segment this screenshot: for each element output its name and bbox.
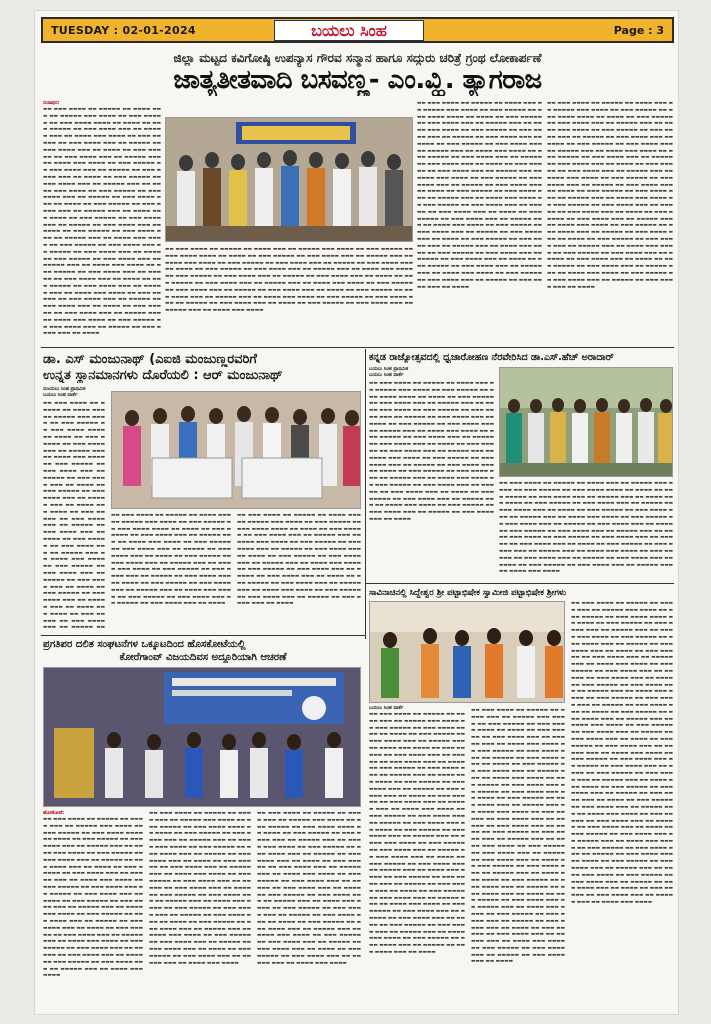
rajyotsava-headline: ಕನ್ನಡ ರಾಜ್ಯೋತ್ಸವದಲ್ಲಿ ಧ್ವಜಾರೋಹಣ ನೆರವೇರಿಸಿದ ಡಾ.ಎಸ್.ಹೆಚ್ ಅರಾದಾರ್	[369, 352, 614, 363]
swamiji-body-col3: ▬▬ ▬▬▬ ▬▬▬▬ ▬▬ ▬▬▬▬▬ ▬▬ ▬▬▬▬ ▬▬▬ ▬▬ ▬▬▬▬▬ ▬▬▬ ▬▬▬▬ ▬▬ ▬▬▬ ▬▬▬▬▬ ▬▬ ▬▬▬ ▬▬▬▬ ▬▬▬▬ ▬▬ ▬▬▬▬ ▬▬ ▬▬▬ ▬▬▬▬▬ ▬▬ ▬▬▬ ▬▬▬▬ ▬▬▬ ▬▬ ▬▬▬▬▬ ▬▬▬ ▬▬ ▬▬▬▬ ▬▬▬ ▬▬▬▬ ▬▬ ▬▬▬ ▬▬▬▬▬ ▬▬ ▬▬▬ ▬▬▬▬ ▬▬▬ ▬▬ ▬▬▬▬▬ ▬▬ ▬▬▬ ▬▬▬▬ ▬▬▬ ▬▬ ▬▬▬▬ ▬▬ ▬▬▬ ▬▬▬▬▬ ▬▬ ▬▬▬ ▬▬▬▬ ▬▬▬ ▬▬ ▬▬▬▬▬ ▬▬▬ ▬▬ ▬▬▬▬ ▬▬▬ ▬▬▬▬ ▬▬ ▬▬▬ ▬▬▬▬▬ ▬▬ ▬▬▬ ▬▬▬▬ ▬▬▬ ▬▬ ▬▬▬▬▬ ▬▬ ▬▬▬ ▬▬▬▬ ▬▬▬ ▬▬ ▬▬▬▬ ▬▬ ▬▬▬ ▬▬▬▬▬ ▬▬ ▬▬▬ ▬▬▬▬ ▬▬▬ ▬▬ ▬▬▬▬▬ ▬▬▬ ▬▬ ▬▬▬▬ ▬▬▬ ▬▬▬▬ ▬▬ ▬▬▬ ▬▬▬▬▬ ▬▬ ▬▬▬ ▬▬▬▬ ▬▬▬ ▬▬ ▬▬▬▬▬ ▬▬ ▬▬▬ ▬▬▬▬ ▬▬▬ ▬▬ ▬▬▬▬ ▬▬ ▬▬▬ ▬▬▬▬▬ ▬▬ ▬▬▬ ▬▬▬▬ ▬▬▬ ▬▬ ▬▬▬▬▬ ▬▬▬ ▬▬ ▬▬▬▬ ▬▬▬ ▬▬▬▬ ▬▬ ▬▬▬ ▬▬▬▬▬ ▬▬ ▬▬▬ ▬▬▬▬ ▬▬▬ ▬▬ ▬▬▬▬▬ ▬▬ ▬▬▬ ▬▬▬▬ ▬▬▬ ▬▬ ▬▬▬▬ ▬▬ ▬▬▬ ▬▬▬▬▬ ▬▬ ▬▬▬ ▬▬▬▬ ▬▬▬ ▬▬ ▬▬▬▬▬ ▬▬▬ ▬▬ ▬▬▬▬ ▬▬▬ ▬▬▬▬ ▬▬ ▬▬▬ ▬▬▬▬▬ ▬▬ ▬▬▬ ▬▬▬▬ ▬▬▬ ▬▬ ▬▬▬▬▬ ▬▬ ▬▬▬ ▬▬▬▬ ▬▬▬ ▬▬ ▬▬▬▬ ▬▬ ▬▬▬ ▬▬▬▬▬ ▬▬ ▬▬▬ ▬▬▬▬ ▬▬▬ ▬▬ ▬▬▬▬▬ ▬▬▬ ▬▬ ▬▬▬▬ ▬▬▬ ▬▬▬▬ ▬▬ ▬▬▬ ▬▬▬▬▬ ▬▬ ▬▬▬ ▬▬▬▬ ▬▬▬ ▬▬ ▬▬▬▬▬ ▬▬ ▬▬▬ ▬▬▬▬ ▬▬▬ ▬▬ ▬▬▬▬ ▬▬ ▬▬▬ ▬▬▬▬▬ ▬▬ ▬▬▬ ▬▬▬▬ ▬▬▬ ▬▬ ▬▬▬▬▬ ▬▬▬ ▬▬ ▬▬▬▬ ▬▬▬ ▬▬▬▬ ▬▬ ▬▬▬ ▬▬▬▬▬ ▬▬ ▬▬▬ ▬▬▬▬ ▬▬▬ ▬▬ ▬▬▬▬▬ ▬▬ ▬▬▬ ▬▬▬▬ ▬▬▬ ▬▬ ▬▬▬▬ ▬▬ ▬▬▬ ▬▬▬▬▬ ▬▬ ▬▬▬ ▬▬▬▬ ▬▬▬ ▬▬ ▬▬▬▬▬ ▬▬▬ ▬▬ ▬▬▬▬ ▬▬▬ ▬▬▬▬ ▬▬ ▬▬▬ ▬▬▬▬▬ ▬▬ ▬▬▬ ▬▬▬▬ ▬▬▬ ▬▬ ▬▬▬▬▬ ▬▬ ▬▬▬ ▬▬▬▬ ▬▬▬ ▬▬ ▬▬▬▬ ▬▬ ▬▬▬ ▬▬▬▬▬ ▬▬ ▬▬▬ ▬▬▬▬ ▬▬▬ ▬▬ ▬▬▬▬▬ ▬▬▬ ▬▬ ▬▬▬▬ ▬▬▬ ▬▬▬▬ ▬▬ ▬▬▬ ▬▬▬▬▬ ▬▬ ▬▬▬ ▬▬▬▬ ▬▬▬ ▬▬ ▬▬▬▬▬ ▬▬ ▬▬▬ ▬▬▬▬ ▬▬▬ ▬▬ ▬▬▬▬ ▬▬ ▬▬▬ ▬▬▬▬▬ ▬▬ ▬▬▬ ▬▬▬▬ ▬▬▬ ▬▬ ▬▬▬▬▬ ▬▬▬ ▬▬ ▬▬▬▬ ▬▬▬ ▬▬▬▬	[571, 601, 673, 906]
manjunath-body-col1: ▬▬ ▬▬▬ ▬▬▬▬ ▬▬ ▬▬▬▬▬ ▬▬ ▬▬▬▬ ▬▬▬ ▬▬ ▬▬▬▬▬ ▬▬▬ ▬▬▬▬ ▬▬ ▬▬▬ ▬▬▬▬▬ ▬▬ ▬▬▬ ▬▬▬▬ ▬▬▬▬ ▬▬ ▬▬▬▬ ▬▬ ▬▬▬ ▬▬▬▬▬ ▬▬ ▬▬▬ ▬▬▬▬ ▬▬▬ ▬▬ ▬▬▬▬▬ ▬▬▬ ▬▬ ▬▬▬▬ ▬▬▬ ▬▬▬▬ ▬▬ ▬▬▬ ▬▬▬▬▬ ▬▬ ▬▬▬ ▬▬▬▬ ▬▬▬ ▬▬ ▬▬▬▬▬ ▬▬ ▬▬▬ ▬▬▬▬ ▬▬▬ ▬▬ ▬▬▬▬ ▬▬ ▬▬▬ ▬▬▬▬▬ ▬▬ ▬▬▬ ▬▬▬▬ ▬▬▬ ▬▬ ▬▬▬▬▬ ▬▬▬ ▬▬ ▬▬▬▬ ▬▬▬ ▬▬▬▬ ▬▬ ▬▬▬ ▬▬▬▬▬ ▬▬ ▬▬▬ ▬▬▬▬ ▬▬▬ ▬▬ ▬▬▬▬▬ ▬▬ ▬▬▬ ▬▬▬▬ ▬▬▬ ▬▬ ▬▬▬▬ ▬▬ ▬▬▬ ▬▬▬▬▬ ▬▬ ▬▬▬ ▬▬▬▬ ▬▬▬ ▬▬ ▬▬▬▬▬ ▬▬▬ ▬▬ ▬▬▬▬ ▬▬▬ ▬▬▬▬ ▬▬ ▬▬▬ ▬▬▬▬▬ ▬▬ ▬▬▬ ▬▬▬▬ ▬▬▬ ▬▬ ▬▬▬▬▬ ▬▬ ▬▬▬ ▬▬▬▬ ▬▬▬ ▬▬ ▬▬▬▬ ▬▬ ▬▬▬ ▬▬▬▬▬ ▬▬ ▬▬▬ ▬▬▬▬ ▬▬▬ ▬▬ ▬▬▬▬▬ ▬▬▬ ▬▬ ▬▬▬▬ ▬▬▬ ▬▬▬▬ ▬▬ ▬▬▬ ▬▬▬▬▬ ▬▬ ▬▬▬ ▬▬▬▬ ▬▬▬ ▬▬ ▬▬▬▬▬ ▬▬	[43, 401, 105, 631]
section-divider-2	[41, 635, 365, 636]
koregaon-photo-image	[44, 668, 361, 807]
swamiji-photo-image	[370, 602, 565, 703]
section-divider	[41, 347, 674, 348]
column-divider	[365, 349, 366, 639]
swamiji-headline: ಸಾವಿನಾಚಿನಲ್ಲಿ ಸಿದ್ದೇಶ್ವರ ಶ್ರೀ ಪಟ್ಟಾಭಿಷೇಕ ಸ್ವಾಮೀಜಿ ಪಟ್ಟಾಭಿಷೇಕ ಶ್ರೀಗಳು	[369, 588, 567, 598]
section-divider-3	[365, 583, 674, 584]
manjunath-body-col2: ▬▬ ▬▬▬ ▬▬▬▬ ▬▬ ▬▬▬▬▬ ▬▬ ▬▬▬▬ ▬▬▬ ▬▬ ▬▬▬▬▬ ▬▬▬ ▬▬▬▬ ▬▬ ▬▬▬ ▬▬▬▬▬ ▬▬ ▬▬▬ ▬▬▬▬ ▬▬▬▬ ▬▬ ▬▬▬▬ ▬▬ ▬▬▬ ▬▬▬▬▬ ▬▬ ▬▬▬ ▬▬▬▬ ▬▬▬ ▬▬ ▬▬▬▬▬ ▬▬▬ ▬▬ ▬▬▬▬ ▬▬▬ ▬▬▬▬ ▬▬ ▬▬▬ ▬▬▬▬▬ ▬▬ ▬▬▬ ▬▬▬▬ ▬▬▬ ▬▬ ▬▬▬▬▬ ▬▬ ▬▬▬ ▬▬▬▬ ▬▬▬ ▬▬ ▬▬▬▬ ▬▬ ▬▬▬ ▬▬▬▬▬ ▬▬ ▬▬▬ ▬▬▬▬ ▬▬▬ ▬▬ ▬▬▬▬▬ ▬▬▬ ▬▬ ▬▬▬▬ ▬▬▬ ▬▬▬▬ ▬▬ ▬▬▬ ▬▬▬▬▬ ▬▬ ▬▬▬ ▬▬▬▬ ▬▬▬ ▬▬ ▬▬▬▬▬ ▬▬ ▬▬▬ ▬▬▬▬ ▬▬▬ ▬▬ ▬▬▬▬ ▬▬ ▬▬▬ ▬▬▬▬▬ ▬▬ ▬▬▬ ▬▬▬▬ ▬▬▬ ▬▬ ▬▬▬▬▬ ▬▬▬ ▬▬ ▬▬▬▬ ▬▬▬ ▬▬▬▬ ▬▬ ▬▬▬ ▬▬▬▬▬ ▬▬ ▬▬▬ ▬▬▬▬ ▬▬▬ ▬▬ ▬▬▬▬▬ ▬▬ ▬▬▬ ▬▬▬▬ ▬▬▬ ▬▬ ▬▬▬▬	[111, 513, 231, 607]
lead-body-col1: ▬▬ ▬▬▬ ▬▬▬▬ ▬▬ ▬▬▬▬▬ ▬▬ ▬▬▬▬ ▬▬▬ ▬▬ ▬▬▬▬▬ ▬▬▬ ▬▬▬▬ ▬▬ ▬▬▬ ▬▬▬▬▬ ▬▬ ▬▬▬ ▬▬▬▬ ▬▬▬▬ ▬▬ ▬▬▬▬ ▬▬ ▬▬▬ ▬▬▬▬▬ ▬▬ ▬▬▬ ▬▬▬▬ ▬▬▬ ▬▬ ▬▬▬▬▬ ▬▬▬ ▬▬ ▬▬▬▬ ▬▬▬ ▬▬▬▬ ▬▬ ▬▬▬ ▬▬▬▬▬ ▬▬ ▬▬▬ ▬▬▬▬ ▬▬▬ ▬▬ ▬▬▬▬▬ ▬▬ ▬▬▬ ▬▬▬▬ ▬▬▬ ▬▬ ▬▬▬▬ ▬▬ ▬▬▬ ▬▬▬▬▬ ▬▬ ▬▬▬ ▬▬▬▬ ▬▬▬ ▬▬ ▬▬▬▬▬ ▬▬▬ ▬▬ ▬▬▬▬ ▬▬▬ ▬▬▬▬ ▬▬ ▬▬▬ ▬▬▬▬▬ ▬▬ ▬▬▬ ▬▬▬▬ ▬▬▬ ▬▬ ▬▬▬▬▬ ▬▬ ▬▬▬ ▬▬▬▬ ▬▬▬ ▬▬ ▬▬▬▬ ▬▬ ▬▬▬ ▬▬▬▬▬ ▬▬ ▬▬▬ ▬▬▬▬ ▬▬▬ ▬▬ ▬▬▬▬▬ ▬▬▬ ▬▬ ▬▬▬▬ ▬▬▬ ▬▬▬▬ ▬▬ ▬▬▬ ▬▬▬▬▬ ▬▬ ▬▬▬ ▬▬▬▬ ▬▬▬ ▬▬ ▬▬▬▬▬ ▬▬ ▬▬▬ ▬▬▬▬ ▬▬▬ ▬▬ ▬▬▬▬ ▬▬ ▬▬▬ ▬▬▬▬▬ ▬▬ ▬▬▬ ▬▬▬▬ ▬▬▬ ▬▬ ▬▬▬▬▬ ▬▬▬ ▬▬ ▬▬▬▬ ▬▬▬ ▬▬▬▬ ▬▬ ▬▬▬ ▬▬▬▬▬ ▬▬ ▬▬▬ ▬▬▬▬ ▬▬▬ ▬▬ ▬▬▬▬▬ ▬▬ ▬▬▬ ▬▬▬▬ ▬▬▬ ▬▬ ▬▬▬▬ ▬▬ ▬▬▬ ▬▬▬▬▬ ▬▬ ▬▬▬ ▬▬▬▬ ▬▬▬ ▬▬ ▬▬▬▬▬ ▬▬▬ ▬▬ ▬▬▬▬ ▬▬▬ ▬▬▬▬ ▬▬ ▬▬▬ ▬▬▬▬▬ ▬▬ ▬▬▬ ▬▬▬▬ ▬▬▬ ▬▬ ▬▬▬▬▬ ▬▬ ▬▬▬ ▬▬▬▬ ▬▬▬ ▬▬ ▬▬▬▬ ▬▬ ▬▬▬ ▬▬▬▬▬ ▬▬ ▬▬▬ ▬▬▬▬ ▬▬▬ ▬▬ ▬▬▬▬▬ ▬▬▬ ▬▬ ▬▬▬▬ ▬▬▬ ▬▬▬▬ ▬▬ ▬▬▬ ▬▬▬▬▬ ▬▬ ▬▬▬ ▬▬▬▬ ▬▬▬ ▬▬ ▬▬▬▬▬ ▬▬ ▬▬▬ ▬▬▬▬ ▬▬▬ ▬▬ ▬▬▬▬ ▬▬ ▬▬▬ ▬▬▬▬▬ ▬▬ ▬▬▬ ▬▬▬▬ ▬▬▬ ▬▬ ▬▬▬▬▬ ▬▬▬ ▬▬ ▬▬▬▬ ▬▬▬ ▬▬▬▬ ▬▬ ▬▬▬ ▬▬▬▬▬ ▬▬ ▬▬▬ ▬▬▬▬ ▬▬▬ ▬▬ ▬▬▬▬▬ ▬▬ ▬▬▬ ▬▬▬▬ ▬▬▬ ▬▬ ▬▬▬▬ ▬▬ ▬▬▬ ▬▬▬▬▬ ▬▬ ▬▬▬ ▬▬▬▬ ▬▬▬ ▬▬ ▬▬▬▬▬ ▬▬▬ ▬▬ ▬▬▬▬ ▬▬▬ ▬▬▬▬ ▬▬ ▬▬▬ ▬▬▬▬▬ ▬▬ ▬▬▬ ▬▬▬▬ ▬▬▬ ▬▬ ▬▬▬▬▬ ▬▬ ▬▬▬ ▬▬▬▬ ▬▬▬ ▬▬ ▬▬▬▬	[43, 107, 161, 337]
issue-date: TUESDAY : 02-01-2024	[51, 23, 196, 37]
newspaper-page	[34, 10, 679, 1015]
manjunath-headline-1: ಡಾ. ಎಸ್ ಮಂಜುನಾಥ್ (ಎಐಜಿ ಮಂಜುಣ್ಣರವರಿಗೆ	[43, 352, 257, 367]
koregaon-body-col3: ▬▬ ▬▬▬ ▬▬▬▬ ▬▬ ▬▬▬▬▬ ▬▬ ▬▬▬▬ ▬▬▬ ▬▬ ▬▬▬▬▬ ▬▬▬ ▬▬▬▬ ▬▬ ▬▬▬ ▬▬▬▬▬ ▬▬ ▬▬▬ ▬▬▬▬ ▬▬▬▬ ▬▬ ▬▬▬▬ ▬▬ ▬▬▬ ▬▬▬▬▬ ▬▬ ▬▬▬ ▬▬▬▬ ▬▬▬ ▬▬ ▬▬▬▬▬ ▬▬▬ ▬▬ ▬▬▬▬ ▬▬▬ ▬▬▬▬ ▬▬ ▬▬▬ ▬▬▬▬▬ ▬▬ ▬▬▬ ▬▬▬▬ ▬▬▬ ▬▬ ▬▬▬▬▬ ▬▬ ▬▬▬ ▬▬▬▬ ▬▬▬ ▬▬ ▬▬▬▬ ▬▬ ▬▬▬ ▬▬▬▬▬ ▬▬ ▬▬▬ ▬▬▬▬ ▬▬▬ ▬▬ ▬▬▬▬▬ ▬▬▬ ▬▬ ▬▬▬▬ ▬▬▬ ▬▬▬▬ ▬▬ ▬▬▬ ▬▬▬▬▬ ▬▬ ▬▬▬ ▬▬▬▬ ▬▬▬ ▬▬ ▬▬▬▬▬ ▬▬ ▬▬▬ ▬▬▬▬ ▬▬▬ ▬▬ ▬▬▬▬ ▬▬ ▬▬▬ ▬▬▬▬▬ ▬▬ ▬▬▬ ▬▬▬▬ ▬▬▬ ▬▬ ▬▬▬▬▬ ▬▬▬ ▬▬ ▬▬▬▬ ▬▬▬ ▬▬▬▬ ▬▬ ▬▬▬ ▬▬▬▬▬ ▬▬ ▬▬▬ ▬▬▬▬ ▬▬▬ ▬▬ ▬▬▬▬▬ ▬▬ ▬▬▬ ▬▬▬▬ ▬▬▬ ▬▬ ▬▬▬▬ ▬▬ ▬▬▬ ▬▬▬▬▬ ▬▬ ▬▬▬ ▬▬▬▬ ▬▬▬ ▬▬ ▬▬▬▬▬ ▬▬▬ ▬▬ ▬▬▬▬ ▬▬▬ ▬▬▬▬ ▬▬ ▬▬▬ ▬▬▬▬▬ ▬▬ ▬▬▬ ▬▬▬▬ ▬▬▬ ▬▬ ▬▬▬▬▬ ▬▬ ▬▬▬ ▬▬▬▬ ▬▬▬ ▬▬ ▬▬▬▬ ▬▬ ▬▬▬ ▬▬▬▬▬ ▬▬ ▬▬▬ ▬▬▬▬ ▬▬▬ ▬▬ ▬▬▬▬▬ ▬▬▬ ▬▬ ▬▬▬▬ ▬▬▬ ▬▬▬▬	[257, 811, 361, 966]
swamiji-body-col2: ▬▬ ▬▬▬ ▬▬▬▬ ▬▬ ▬▬▬▬▬ ▬▬ ▬▬▬▬ ▬▬▬ ▬▬ ▬▬▬▬▬ ▬▬▬ ▬▬▬▬ ▬▬ ▬▬▬ ▬▬▬▬▬ ▬▬ ▬▬▬ ▬▬▬▬ ▬▬▬▬ ▬▬ ▬▬▬▬ ▬▬ ▬▬▬ ▬▬▬▬▬ ▬▬ ▬▬▬ ▬▬▬▬ ▬▬▬ ▬▬ ▬▬▬▬▬ ▬▬▬ ▬▬ ▬▬▬▬ ▬▬▬ ▬▬▬▬ ▬▬ ▬▬▬ ▬▬▬▬▬ ▬▬ ▬▬▬ ▬▬▬▬ ▬▬▬ ▬▬ ▬▬▬▬▬ ▬▬ ▬▬▬ ▬▬▬▬ ▬▬▬ ▬▬ ▬▬▬▬ ▬▬ ▬▬▬ ▬▬▬▬▬ ▬▬ ▬▬▬ ▬▬▬▬ ▬▬▬ ▬▬ ▬▬▬▬▬ ▬▬▬ ▬▬ ▬▬▬▬ ▬▬▬ ▬▬▬▬ ▬▬ ▬▬▬ ▬▬▬▬▬ ▬▬ ▬▬▬ ▬▬▬▬ ▬▬▬ ▬▬ ▬▬▬▬▬ ▬▬ ▬▬▬ ▬▬▬▬ ▬▬▬ ▬▬ ▬▬▬▬ ▬▬ ▬▬▬ ▬▬▬▬▬ ▬▬ ▬▬▬ ▬▬▬▬ ▬▬▬ ▬▬ ▬▬▬▬▬ ▬▬▬ ▬▬ ▬▬▬▬ ▬▬▬ ▬▬▬▬ ▬▬ ▬▬▬ ▬▬▬▬▬ ▬▬ ▬▬▬ ▬▬▬▬ ▬▬▬ ▬▬ ▬▬▬▬▬ ▬▬ ▬▬▬ ▬▬▬▬ ▬▬▬ ▬▬ ▬▬▬▬ ▬▬ ▬▬▬ ▬▬▬▬▬ ▬▬ ▬▬▬ ▬▬▬▬ ▬▬▬ ▬▬ ▬▬▬▬▬ ▬▬▬ ▬▬ ▬▬▬▬ ▬▬▬ ▬▬▬▬ ▬▬ ▬▬▬ ▬▬▬▬▬ ▬▬ ▬▬▬ ▬▬▬▬ ▬▬▬ ▬▬ ▬▬▬▬▬ ▬▬ ▬▬▬ ▬▬▬▬ ▬▬▬ ▬▬ ▬▬▬▬ ▬▬ ▬▬▬ ▬▬▬▬▬ ▬▬ ▬▬▬ ▬▬▬▬ ▬▬▬ ▬▬ ▬▬▬▬▬ ▬▬▬ ▬▬ ▬▬▬▬ ▬▬▬ ▬▬▬▬ ▬▬ ▬▬▬ ▬▬▬▬▬ ▬▬ ▬▬▬ ▬▬▬▬ ▬▬▬ ▬▬ ▬▬▬▬▬ ▬▬ ▬▬▬ ▬▬▬▬ ▬▬▬ ▬▬ ▬▬▬▬ ▬▬ ▬▬▬ ▬▬▬▬▬ ▬▬ ▬▬▬ ▬▬▬▬ ▬▬▬ ▬▬ ▬▬▬▬▬ ▬▬▬ ▬▬ ▬▬▬▬ ▬▬▬ ▬▬▬▬ ▬▬ ▬▬▬ ▬▬▬▬▬ ▬▬ ▬▬▬ ▬▬▬▬ ▬▬▬ ▬▬ ▬▬▬▬▬ ▬▬ ▬▬▬ ▬▬▬▬ ▬▬▬ ▬▬ ▬▬▬▬ ▬▬ ▬▬▬ ▬▬▬▬▬ ▬▬ ▬▬▬ ▬▬▬▬ ▬▬▬ ▬▬ ▬▬▬▬▬ ▬▬▬ ▬▬ ▬▬▬▬ ▬▬▬ ▬▬▬▬ ▬▬ ▬▬▬ ▬▬▬▬▬ ▬▬ ▬▬▬ ▬▬▬▬ ▬▬▬ ▬▬ ▬▬▬▬▬ ▬▬ ▬▬▬ ▬▬▬▬ ▬▬▬ ▬▬ ▬▬▬▬	[471, 708, 565, 965]
swamiji-body-col1: ▬▬ ▬▬▬ ▬▬▬▬ ▬▬ ▬▬▬▬▬ ▬▬ ▬▬▬▬ ▬▬▬ ▬▬ ▬▬▬▬▬ ▬▬▬ ▬▬▬▬ ▬▬ ▬▬▬ ▬▬▬▬▬ ▬▬ ▬▬▬ ▬▬▬▬ ▬▬▬▬ ▬▬ ▬▬▬▬ ▬▬ ▬▬▬ ▬▬▬▬▬ ▬▬ ▬▬▬ ▬▬▬▬ ▬▬▬ ▬▬ ▬▬▬▬▬ ▬▬▬ ▬▬ ▬▬▬▬ ▬▬▬ ▬▬▬▬ ▬▬ ▬▬▬ ▬▬▬▬▬ ▬▬ ▬▬▬ ▬▬▬▬ ▬▬▬ ▬▬ ▬▬▬▬▬ ▬▬ ▬▬▬ ▬▬▬▬ ▬▬▬ ▬▬ ▬▬▬▬ ▬▬ ▬▬▬ ▬▬▬▬▬ ▬▬ ▬▬▬ ▬▬▬▬ ▬▬▬ ▬▬ ▬▬▬▬▬ ▬▬▬ ▬▬ ▬▬▬▬ ▬▬▬ ▬▬▬▬ ▬▬ ▬▬▬ ▬▬▬▬▬ ▬▬ ▬▬▬ ▬▬▬▬ ▬▬▬ ▬▬ ▬▬▬▬▬ ▬▬ ▬▬▬ ▬▬▬▬ ▬▬▬ ▬▬ ▬▬▬▬ ▬▬ ▬▬▬ ▬▬▬▬▬ ▬▬ ▬▬▬ ▬▬▬▬ ▬▬▬ ▬▬ ▬▬▬▬▬ ▬▬▬ ▬▬ ▬▬▬▬ ▬▬▬ ▬▬▬▬ ▬▬ ▬▬▬ ▬▬▬▬▬ ▬▬ ▬▬▬ ▬▬▬▬ ▬▬▬ ▬▬ ▬▬▬▬▬ ▬▬ ▬▬▬ ▬▬▬▬ ▬▬▬ ▬▬ ▬▬▬▬ ▬▬ ▬▬▬ ▬▬▬▬▬ ▬▬ ▬▬▬ ▬▬▬▬ ▬▬▬ ▬▬ ▬▬▬▬▬ ▬▬▬ ▬▬ ▬▬▬▬ ▬▬▬ ▬▬▬▬ ▬▬ ▬▬▬ ▬▬▬▬▬ ▬▬ ▬▬▬ ▬▬▬▬ ▬▬▬ ▬▬ ▬▬▬▬▬ ▬▬ ▬▬▬ ▬▬▬▬ ▬▬▬ ▬▬ ▬▬▬▬ ▬▬ ▬▬▬ ▬▬▬▬▬ ▬▬ ▬▬▬ ▬▬▬▬ ▬▬▬ ▬▬ ▬▬▬▬▬ ▬▬▬ ▬▬ ▬▬▬▬ ▬▬▬ ▬▬▬▬ ▬▬ ▬▬▬ ▬▬▬▬▬ ▬▬ ▬▬▬ ▬▬▬▬ ▬▬▬ ▬▬ ▬▬▬▬▬ ▬▬ ▬▬▬ ▬▬▬▬ ▬▬▬ ▬▬ ▬▬▬▬ ▬▬ ▬▬▬ ▬▬▬▬▬ ▬▬ ▬▬▬ ▬▬▬▬ ▬▬▬ ▬▬ ▬▬▬▬▬ ▬▬▬ ▬▬ ▬▬▬▬ ▬▬▬ ▬▬▬▬ ▬▬ ▬▬▬ ▬▬▬▬▬ ▬▬ ▬▬▬ ▬▬▬▬ ▬▬▬ ▬▬ ▬▬▬▬▬ ▬▬ ▬▬▬ ▬▬▬▬ ▬▬▬ ▬▬ ▬▬▬▬ ▬▬ ▬▬▬ ▬▬▬▬▬ ▬▬ ▬▬▬ ▬▬▬▬ ▬▬▬ ▬▬ ▬▬▬▬▬ ▬▬▬ ▬▬ ▬▬▬▬ ▬▬▬ ▬▬▬▬ ▬▬ ▬▬▬ ▬▬▬▬▬ ▬▬ ▬▬▬ ▬▬▬▬ ▬▬▬ ▬▬ ▬▬▬▬▬ ▬▬ ▬▬▬ ▬▬▬▬ ▬▬▬ ▬▬ ▬▬▬▬	[369, 712, 465, 955]
manjunath-body-col3: ▬▬ ▬▬▬ ▬▬▬▬ ▬▬ ▬▬▬▬▬ ▬▬ ▬▬▬▬ ▬▬▬ ▬▬ ▬▬▬▬▬ ▬▬▬ ▬▬▬▬ ▬▬ ▬▬▬ ▬▬▬▬▬ ▬▬ ▬▬▬ ▬▬▬▬ ▬▬▬▬ ▬▬ ▬▬▬▬ ▬▬ ▬▬▬ ▬▬▬▬▬ ▬▬ ▬▬▬ ▬▬▬▬ ▬▬▬ ▬▬ ▬▬▬▬▬ ▬▬▬ ▬▬ ▬▬▬▬ ▬▬▬ ▬▬▬▬ ▬▬ ▬▬▬ ▬▬▬▬▬ ▬▬ ▬▬▬ ▬▬▬▬ ▬▬▬ ▬▬ ▬▬▬▬▬ ▬▬ ▬▬▬ ▬▬▬▬ ▬▬▬ ▬▬ ▬▬▬▬ ▬▬ ▬▬▬ ▬▬▬▬▬ ▬▬ ▬▬▬ ▬▬▬▬ ▬▬▬ ▬▬ ▬▬▬▬▬ ▬▬▬ ▬▬ ▬▬▬▬ ▬▬▬ ▬▬▬▬ ▬▬ ▬▬▬ ▬▬▬▬▬ ▬▬ ▬▬▬ ▬▬▬▬ ▬▬▬ ▬▬ ▬▬▬▬▬ ▬▬ ▬▬▬ ▬▬▬▬ ▬▬▬ ▬▬ ▬▬▬▬ ▬▬ ▬▬▬ ▬▬▬▬▬ ▬▬ ▬▬▬ ▬▬▬▬ ▬▬▬ ▬▬ ▬▬▬▬▬ ▬▬▬ ▬▬ ▬▬▬▬ ▬▬▬ ▬▬▬▬ ▬▬ ▬▬▬ ▬▬▬▬▬ ▬▬ ▬▬▬ ▬▬▬▬ ▬▬▬ ▬▬ ▬▬▬▬▬ ▬▬ ▬▬▬ ▬▬▬▬ ▬▬▬ ▬▬ ▬▬▬▬	[237, 513, 361, 607]
rajyotsava-photo	[499, 367, 673, 477]
rajyotsava-body-col1: ▬▬ ▬▬▬ ▬▬▬▬ ▬▬ ▬▬▬▬▬ ▬▬ ▬▬▬▬ ▬▬▬ ▬▬ ▬▬▬▬▬ ▬▬▬ ▬▬▬▬ ▬▬ ▬▬▬ ▬▬▬▬▬ ▬▬ ▬▬▬ ▬▬▬▬ ▬▬▬▬ ▬▬ ▬▬▬▬ ▬▬ ▬▬▬ ▬▬▬▬▬ ▬▬ ▬▬▬ ▬▬▬▬ ▬▬▬ ▬▬ ▬▬▬▬▬ ▬▬▬ ▬▬ ▬▬▬▬ ▬▬▬ ▬▬▬▬ ▬▬ ▬▬▬ ▬▬▬▬▬ ▬▬ ▬▬▬ ▬▬▬▬ ▬▬▬ ▬▬ ▬▬▬▬▬ ▬▬ ▬▬▬ ▬▬▬▬ ▬▬▬ ▬▬ ▬▬▬▬ ▬▬ ▬▬▬ ▬▬▬▬▬ ▬▬ ▬▬▬ ▬▬▬▬ ▬▬▬ ▬▬ ▬▬▬▬▬ ▬▬▬ ▬▬ ▬▬▬▬ ▬▬▬ ▬▬▬▬ ▬▬ ▬▬▬ ▬▬▬▬▬ ▬▬ ▬▬▬ ▬▬▬▬ ▬▬▬ ▬▬ ▬▬▬▬▬ ▬▬ ▬▬▬ ▬▬▬▬ ▬▬▬ ▬▬ ▬▬▬▬ ▬▬ ▬▬▬ ▬▬▬▬▬ ▬▬ ▬▬▬ ▬▬▬▬ ▬▬▬ ▬▬ ▬▬▬▬▬ ▬▬▬ ▬▬ ▬▬▬▬ ▬▬▬ ▬▬▬▬ ▬▬ ▬▬▬ ▬▬▬▬▬ ▬▬ ▬▬▬ ▬▬▬▬ ▬▬▬ ▬▬ ▬▬▬▬▬ ▬▬ ▬▬▬ ▬▬▬▬ ▬▬▬ ▬▬ ▬▬▬▬ ▬▬ ▬▬▬ ▬▬▬▬▬ ▬▬ ▬▬▬ ▬▬▬▬ ▬▬▬ ▬▬ ▬▬▬▬▬ ▬▬▬ ▬▬ ▬▬▬▬ ▬▬▬ ▬▬▬▬ ▬▬ ▬▬▬ ▬▬▬▬▬ ▬▬ ▬▬▬ ▬▬▬▬ ▬▬▬ ▬▬ ▬▬▬▬▬ ▬▬ ▬▬▬ ▬▬▬▬ ▬▬▬ ▬▬ ▬▬▬▬ ▬▬ ▬▬▬ ▬▬▬▬▬ ▬▬ ▬▬▬ ▬▬▬▬ ▬▬▬ ▬▬ ▬▬▬▬▬ ▬▬▬ ▬▬ ▬▬▬▬ ▬▬▬ ▬▬▬▬ ▬▬ ▬▬▬ ▬▬▬▬▬ ▬▬ ▬▬▬ ▬▬▬▬ ▬▬▬ ▬▬ ▬▬▬▬▬ ▬▬ ▬▬▬ ▬▬▬▬ ▬▬▬ ▬▬ ▬▬▬▬	[369, 381, 494, 522]
lead-body-col3: ▬▬ ▬▬▬ ▬▬▬▬ ▬▬ ▬▬▬▬▬ ▬▬ ▬▬▬▬ ▬▬▬ ▬▬ ▬▬▬▬▬ ▬▬▬ ▬▬▬▬ ▬▬ ▬▬▬ ▬▬▬▬▬ ▬▬ ▬▬▬ ▬▬▬▬ ▬▬▬▬ ▬▬ ▬▬▬▬ ▬▬ ▬▬▬ ▬▬▬▬▬ ▬▬ ▬▬▬ ▬▬▬▬ ▬▬▬ ▬▬ ▬▬▬▬▬ ▬▬▬ ▬▬ ▬▬▬▬ ▬▬▬ ▬▬▬▬ ▬▬ ▬▬▬ ▬▬▬▬▬ ▬▬ ▬▬▬ ▬▬▬▬ ▬▬▬ ▬▬ ▬▬▬▬▬ ▬▬ ▬▬▬ ▬▬▬▬ ▬▬▬ ▬▬ ▬▬▬▬ ▬▬ ▬▬▬ ▬▬▬▬▬ ▬▬ ▬▬▬ ▬▬▬▬ ▬▬▬ ▬▬ ▬▬▬▬▬ ▬▬▬ ▬▬ ▬▬▬▬ ▬▬▬ ▬▬▬▬ ▬▬ ▬▬▬ ▬▬▬▬▬ ▬▬ ▬▬▬ ▬▬▬▬ ▬▬▬ ▬▬ ▬▬▬▬▬ ▬▬ ▬▬▬ ▬▬▬▬ ▬▬▬ ▬▬ ▬▬▬▬ ▬▬ ▬▬▬ ▬▬▬▬▬ ▬▬ ▬▬▬ ▬▬▬▬ ▬▬▬ ▬▬ ▬▬▬▬▬ ▬▬▬ ▬▬ ▬▬▬▬ ▬▬▬ ▬▬▬▬ ▬▬ ▬▬▬ ▬▬▬▬▬ ▬▬ ▬▬▬ ▬▬▬▬ ▬▬▬ ▬▬ ▬▬▬▬▬ ▬▬ ▬▬▬ ▬▬▬▬ ▬▬▬ ▬▬ ▬▬▬▬ ▬▬ ▬▬▬ ▬▬▬▬▬ ▬▬ ▬▬▬ ▬▬▬▬ ▬▬▬ ▬▬ ▬▬▬▬▬ ▬▬▬ ▬▬ ▬▬▬▬ ▬▬▬ ▬▬▬▬ ▬▬ ▬▬▬ ▬▬▬▬▬ ▬▬ ▬▬▬ ▬▬▬▬ ▬▬▬ ▬▬ ▬▬▬▬▬ ▬▬ ▬▬▬ ▬▬▬▬ ▬▬▬ ▬▬ ▬▬▬▬ ▬▬ ▬▬▬ ▬▬▬▬▬ ▬▬ ▬▬▬ ▬▬▬▬ ▬▬▬ ▬▬ ▬▬▬▬▬ ▬▬▬ ▬▬ ▬▬▬▬ ▬▬▬ ▬▬▬▬ ▬▬ ▬▬▬ ▬▬▬▬▬ ▬▬ ▬▬▬ ▬▬▬▬ ▬▬▬ ▬▬ ▬▬▬▬▬ ▬▬ ▬▬▬ ▬▬▬▬ ▬▬▬ ▬▬ ▬▬▬▬ ▬▬ ▬▬▬ ▬▬▬▬▬ ▬▬ ▬▬▬ ▬▬▬▬ ▬▬▬ ▬▬ ▬▬▬▬▬ ▬▬▬ ▬▬ ▬▬▬▬ ▬▬▬ ▬▬▬▬ ▬▬ ▬▬▬ ▬▬▬▬▬ ▬▬ ▬▬▬ ▬▬▬▬ ▬▬▬ ▬▬ ▬▬▬▬▬ ▬▬ ▬▬▬ ▬▬▬▬ ▬▬▬ ▬▬ ▬▬▬▬ ▬▬ ▬▬▬ ▬▬▬▬▬ ▬▬ ▬▬▬ ▬▬▬▬ ▬▬▬ ▬▬ ▬▬▬▬▬ ▬▬▬ ▬▬ ▬▬▬▬ ▬▬▬ ▬▬▬▬ ▬▬ ▬▬▬ ▬▬▬▬▬ ▬▬ ▬▬▬ ▬▬▬▬ ▬▬▬ ▬▬ ▬▬▬▬▬ ▬▬ ▬▬▬ ▬▬▬▬ ▬▬▬ ▬▬ ▬▬▬▬	[417, 101, 542, 290]
rajyotsava-photo-image	[500, 368, 673, 477]
manjunath-photo	[111, 391, 361, 509]
manjunath-headline-2: ಉನ್ನತ ಸ್ಥಾನಮಾನಗಳು ದೊರೆಯಲಿ : ಆರ್ ಮಂಜುನಾಥ್	[43, 368, 283, 383]
koregaon-body-col2: ▬▬ ▬▬▬ ▬▬▬▬ ▬▬ ▬▬▬▬▬ ▬▬ ▬▬▬▬ ▬▬▬ ▬▬ ▬▬▬▬▬ ▬▬▬ ▬▬▬▬ ▬▬ ▬▬▬ ▬▬▬▬▬ ▬▬ ▬▬▬ ▬▬▬▬ ▬▬▬▬ ▬▬ ▬▬▬▬ ▬▬ ▬▬▬ ▬▬▬▬▬ ▬▬ ▬▬▬ ▬▬▬▬ ▬▬▬ ▬▬ ▬▬▬▬▬ ▬▬▬ ▬▬ ▬▬▬▬ ▬▬▬ ▬▬▬▬ ▬▬ ▬▬▬ ▬▬▬▬▬ ▬▬ ▬▬▬ ▬▬▬▬ ▬▬▬ ▬▬ ▬▬▬▬▬ ▬▬ ▬▬▬ ▬▬▬▬ ▬▬▬ ▬▬ ▬▬▬▬ ▬▬ ▬▬▬ ▬▬▬▬▬ ▬▬ ▬▬▬ ▬▬▬▬ ▬▬▬ ▬▬ ▬▬▬▬▬ ▬▬▬ ▬▬ ▬▬▬▬ ▬▬▬ ▬▬▬▬ ▬▬ ▬▬▬ ▬▬▬▬▬ ▬▬ ▬▬▬ ▬▬▬▬ ▬▬▬ ▬▬ ▬▬▬▬▬ ▬▬ ▬▬▬ ▬▬▬▬ ▬▬▬ ▬▬ ▬▬▬▬ ▬▬ ▬▬▬ ▬▬▬▬▬ ▬▬ ▬▬▬ ▬▬▬▬ ▬▬▬ ▬▬ ▬▬▬▬▬ ▬▬▬ ▬▬ ▬▬▬▬ ▬▬▬ ▬▬▬▬ ▬▬ ▬▬▬ ▬▬▬▬▬ ▬▬ ▬▬▬ ▬▬▬▬ ▬▬▬ ▬▬ ▬▬▬▬▬ ▬▬ ▬▬▬ ▬▬▬▬ ▬▬▬ ▬▬ ▬▬▬▬ ▬▬ ▬▬▬ ▬▬▬▬▬ ▬▬ ▬▬▬ ▬▬▬▬ ▬▬▬ ▬▬ ▬▬▬▬▬ ▬▬▬ ▬▬ ▬▬▬▬ ▬▬▬ ▬▬▬▬ ▬▬ ▬▬▬ ▬▬▬▬▬ ▬▬ ▬▬▬ ▬▬▬▬ ▬▬▬ ▬▬ ▬▬▬▬▬ ▬▬ ▬▬▬ ▬▬▬▬ ▬▬▬ ▬▬ ▬▬▬▬ ▬▬ ▬▬▬ ▬▬▬▬▬ ▬▬ ▬▬▬ ▬▬▬▬ ▬▬▬ ▬▬ ▬▬▬▬▬ ▬▬▬ ▬▬ ▬▬▬▬ ▬▬▬ ▬▬▬▬	[149, 811, 251, 966]
rajyotsava-body-col2: ▬▬ ▬▬▬ ▬▬▬▬ ▬▬ ▬▬▬▬▬ ▬▬ ▬▬▬▬ ▬▬▬ ▬▬ ▬▬▬▬▬ ▬▬▬ ▬▬▬▬ ▬▬ ▬▬▬ ▬▬▬▬▬ ▬▬ ▬▬▬ ▬▬▬▬ ▬▬▬▬ ▬▬ ▬▬▬▬ ▬▬ ▬▬▬ ▬▬▬▬▬ ▬▬ ▬▬▬ ▬▬▬▬ ▬▬▬ ▬▬ ▬▬▬▬▬ ▬▬▬ ▬▬ ▬▬▬▬ ▬▬▬ ▬▬▬▬ ▬▬ ▬▬▬ ▬▬▬▬▬ ▬▬ ▬▬▬ ▬▬▬▬ ▬▬▬ ▬▬ ▬▬▬▬▬ ▬▬ ▬▬▬ ▬▬▬▬ ▬▬▬ ▬▬ ▬▬▬▬ ▬▬ ▬▬▬ ▬▬▬▬▬ ▬▬ ▬▬▬ ▬▬▬▬ ▬▬▬ ▬▬ ▬▬▬▬▬ ▬▬▬ ▬▬ ▬▬▬▬ ▬▬▬ ▬▬▬▬ ▬▬ ▬▬▬ ▬▬▬▬▬ ▬▬ ▬▬▬ ▬▬▬▬ ▬▬▬ ▬▬ ▬▬▬▬▬ ▬▬ ▬▬▬ ▬▬▬▬ ▬▬▬ ▬▬ ▬▬▬▬ ▬▬ ▬▬▬ ▬▬▬▬▬ ▬▬ ▬▬▬ ▬▬▬▬ ▬▬▬ ▬▬ ▬▬▬▬▬ ▬▬▬ ▬▬ ▬▬▬▬ ▬▬▬ ▬▬▬▬ ▬▬ ▬▬▬ ▬▬▬▬▬ ▬▬ ▬▬▬ ▬▬▬▬ ▬▬▬ ▬▬ ▬▬▬▬▬ ▬▬ ▬▬▬ ▬▬▬▬ ▬▬▬ ▬▬ ▬▬▬▬ ▬▬ ▬▬▬ ▬▬▬▬▬ ▬▬ ▬▬▬ ▬▬▬▬ ▬▬▬ ▬▬ ▬▬▬▬▬ ▬▬▬ ▬▬ ▬▬▬▬ ▬▬▬ ▬▬▬▬ ▬▬ ▬▬▬ ▬▬▬▬▬ ▬▬ ▬▬▬ ▬▬▬▬ ▬▬▬ ▬▬ ▬▬▬▬▬ ▬▬ ▬▬▬ ▬▬▬▬ ▬▬▬ ▬▬ ▬▬▬▬ ▬▬ ▬▬▬ ▬▬▬▬▬ ▬▬ ▬▬▬ ▬▬▬▬ ▬▬▬ ▬▬ ▬▬▬▬▬ ▬▬▬ ▬▬ ▬▬▬▬ ▬▬▬ ▬▬▬▬	[499, 481, 673, 575]
lead-photo-image	[166, 118, 413, 242]
koregaon-headline-2: ಕೋರೆಗಾಂವ್ ವಿಜಯದಿವಸ ಅದ್ದೂರಿಯಾಗಿ ಆಚರಣೆ	[119, 652, 287, 663]
lead-headline: ಜಾತ್ಯತೀತವಾದಿ ಬಸವಣ್ಣ- ಎಂ.ವ್ಹಿ. ತ್ಯಾಗರಾಜ	[173, 65, 542, 95]
lead-body-col4: ▬▬ ▬▬▬ ▬▬▬▬ ▬▬ ▬▬▬▬▬ ▬▬ ▬▬▬▬ ▬▬▬ ▬▬ ▬▬▬▬▬ ▬▬▬ ▬▬▬▬ ▬▬ ▬▬▬ ▬▬▬▬▬ ▬▬ ▬▬▬ ▬▬▬▬ ▬▬▬▬ ▬▬ ▬▬▬▬ ▬▬ ▬▬▬ ▬▬▬▬▬ ▬▬ ▬▬▬ ▬▬▬▬ ▬▬▬ ▬▬ ▬▬▬▬▬ ▬▬▬ ▬▬ ▬▬▬▬ ▬▬▬ ▬▬▬▬ ▬▬ ▬▬▬ ▬▬▬▬▬ ▬▬ ▬▬▬ ▬▬▬▬ ▬▬▬ ▬▬ ▬▬▬▬▬ ▬▬ ▬▬▬ ▬▬▬▬ ▬▬▬ ▬▬ ▬▬▬▬ ▬▬ ▬▬▬ ▬▬▬▬▬ ▬▬ ▬▬▬ ▬▬▬▬ ▬▬▬ ▬▬ ▬▬▬▬▬ ▬▬▬ ▬▬ ▬▬▬▬ ▬▬▬ ▬▬▬▬ ▬▬ ▬▬▬ ▬▬▬▬▬ ▬▬ ▬▬▬ ▬▬▬▬ ▬▬▬ ▬▬ ▬▬▬▬▬ ▬▬ ▬▬▬ ▬▬▬▬ ▬▬▬ ▬▬ ▬▬▬▬ ▬▬ ▬▬▬ ▬▬▬▬▬ ▬▬ ▬▬▬ ▬▬▬▬ ▬▬▬ ▬▬ ▬▬▬▬▬ ▬▬▬ ▬▬ ▬▬▬▬ ▬▬▬ ▬▬▬▬ ▬▬ ▬▬▬ ▬▬▬▬▬ ▬▬ ▬▬▬ ▬▬▬▬ ▬▬▬ ▬▬ ▬▬▬▬▬ ▬▬ ▬▬▬ ▬▬▬▬ ▬▬▬ ▬▬ ▬▬▬▬ ▬▬ ▬▬▬ ▬▬▬▬▬ ▬▬ ▬▬▬ ▬▬▬▬ ▬▬▬ ▬▬ ▬▬▬▬▬ ▬▬▬ ▬▬ ▬▬▬▬ ▬▬▬ ▬▬▬▬ ▬▬ ▬▬▬ ▬▬▬▬▬ ▬▬ ▬▬▬ ▬▬▬▬ ▬▬▬ ▬▬ ▬▬▬▬▬ ▬▬ ▬▬▬ ▬▬▬▬ ▬▬▬ ▬▬ ▬▬▬▬ ▬▬ ▬▬▬ ▬▬▬▬▬ ▬▬ ▬▬▬ ▬▬▬▬ ▬▬▬ ▬▬ ▬▬▬▬▬ ▬▬▬ ▬▬ ▬▬▬▬ ▬▬▬ ▬▬▬▬ ▬▬ ▬▬▬ ▬▬▬▬▬ ▬▬ ▬▬▬ ▬▬▬▬ ▬▬▬ ▬▬ ▬▬▬▬▬ ▬▬ ▬▬▬ ▬▬▬▬ ▬▬▬ ▬▬ ▬▬▬▬ ▬▬ ▬▬▬ ▬▬▬▬▬ ▬▬ ▬▬▬ ▬▬▬▬ ▬▬▬ ▬▬ ▬▬▬▬▬ ▬▬▬ ▬▬ ▬▬▬▬ ▬▬▬ ▬▬▬▬ ▬▬ ▬▬▬ ▬▬▬▬▬ ▬▬ ▬▬▬ ▬▬▬▬ ▬▬▬ ▬▬ ▬▬▬▬▬ ▬▬ ▬▬▬ ▬▬▬▬ ▬▬▬ ▬▬ ▬▬▬▬ ▬▬ ▬▬▬ ▬▬▬▬▬ ▬▬ ▬▬▬ ▬▬▬▬ ▬▬▬ ▬▬ ▬▬▬▬▬ ▬▬▬ ▬▬ ▬▬▬▬ ▬▬▬ ▬▬▬▬ ▬▬ ▬▬▬ ▬▬▬▬▬ ▬▬ ▬▬▬ ▬▬▬▬ ▬▬▬ ▬▬ ▬▬▬▬▬ ▬▬ ▬▬▬ ▬▬▬▬ ▬▬▬ ▬▬ ▬▬▬▬	[547, 101, 673, 290]
lead-body-under-photo: ▬▬ ▬▬▬ ▬▬▬▬ ▬▬ ▬▬▬▬▬ ▬▬ ▬▬▬▬ ▬▬▬ ▬▬ ▬▬▬▬▬ ▬▬▬ ▬▬▬▬ ▬▬ ▬▬▬ ▬▬▬▬▬ ▬▬ ▬▬▬ ▬▬▬▬ ▬▬▬▬ ▬▬ ▬▬▬▬ ▬▬ ▬▬▬ ▬▬▬▬▬ ▬▬ ▬▬▬ ▬▬▬▬ ▬▬▬ ▬▬ ▬▬▬▬▬ ▬▬▬ ▬▬ ▬▬▬▬ ▬▬▬ ▬▬▬▬ ▬▬ ▬▬▬ ▬▬▬▬▬ ▬▬ ▬▬▬ ▬▬▬▬ ▬▬▬ ▬▬ ▬▬▬▬▬ ▬▬ ▬▬▬ ▬▬▬▬ ▬▬▬ ▬▬ ▬▬▬▬ ▬▬ ▬▬▬ ▬▬▬▬▬ ▬▬ ▬▬▬ ▬▬▬▬ ▬▬▬ ▬▬ ▬▬▬▬▬ ▬▬▬ ▬▬ ▬▬▬▬ ▬▬▬ ▬▬▬▬ ▬▬ ▬▬▬ ▬▬▬▬▬ ▬▬ ▬▬▬ ▬▬▬▬ ▬▬▬ ▬▬ ▬▬▬▬▬ ▬▬ ▬▬▬ ▬▬▬▬ ▬▬▬ ▬▬ ▬▬▬▬ ▬▬ ▬▬▬ ▬▬▬▬▬ ▬▬ ▬▬▬ ▬▬▬▬ ▬▬▬ ▬▬ ▬▬▬▬▬ ▬▬▬ ▬▬ ▬▬▬▬ ▬▬▬ ▬▬▬▬ ▬▬ ▬▬▬ ▬▬▬▬▬ ▬▬ ▬▬▬ ▬▬▬▬ ▬▬▬ ▬▬ ▬▬▬▬▬ ▬▬ ▬▬▬ ▬▬▬▬ ▬▬▬ ▬▬ ▬▬▬▬ ▬▬ ▬▬▬ ▬▬▬▬▬ ▬▬ ▬▬▬ ▬▬▬▬ ▬▬▬ ▬▬ ▬▬▬▬▬ ▬▬▬ ▬▬ ▬▬▬▬ ▬▬▬ ▬▬▬▬ ▬▬ ▬▬▬ ▬▬▬▬▬ ▬▬ ▬▬▬ ▬▬▬▬ ▬▬▬ ▬▬ ▬▬▬▬▬ ▬▬ ▬▬▬ ▬▬▬▬ ▬▬▬ ▬▬ ▬▬▬▬ ▬▬ ▬▬▬ ▬▬▬▬▬ ▬▬ ▬▬▬ ▬▬▬▬ ▬▬▬ ▬▬ ▬▬▬▬▬ ▬▬▬ ▬▬ ▬▬▬▬ ▬▬▬ ▬▬▬▬	[165, 247, 413, 314]
rajyotsava-byline: ಬಯಲು ಸಿಂಹ ಪ್ರಾಥಮಿಕ ಬಯಲು ಸಿಂಹ ವಾರ್ತೆ	[369, 367, 409, 378]
lead-kicker: ಜಿಲ್ಲಾ ಮಟ್ಟದ ಕವಿಗೋಷ್ಠಿ ಉಪನ್ಯಾಸ ಗೌರವ ಸನ್ಮಾನ ಹಾಗೂ ಸದ್ಗುರು ಚರಿತ್ರೆ ಗ್ರಂಥ ಲೋಕಾರ್ಪಣೆ	[173, 51, 542, 65]
koregaon-photo	[43, 667, 361, 807]
manjunath-photo-image	[112, 392, 361, 509]
koregaon-byline: ಹೊಸಕೋಟೆ:	[43, 811, 65, 816]
masthead	[41, 17, 674, 43]
swamiji-byline: ಬಯಲು ಸಿಂಹ ವಾರ್ತೆ	[369, 706, 404, 711]
lead-byline: ಬಿಜಾಪುರ:	[43, 101, 60, 106]
koregaon-body-col1: ▬▬ ▬▬▬ ▬▬▬▬ ▬▬ ▬▬▬▬▬ ▬▬ ▬▬▬▬ ▬▬▬ ▬▬ ▬▬▬▬▬ ▬▬▬ ▬▬▬▬ ▬▬ ▬▬▬ ▬▬▬▬▬ ▬▬ ▬▬▬ ▬▬▬▬ ▬▬▬▬ ▬▬ ▬▬▬▬ ▬▬ ▬▬▬ ▬▬▬▬▬ ▬▬ ▬▬▬ ▬▬▬▬ ▬▬▬ ▬▬ ▬▬▬▬▬ ▬▬▬ ▬▬ ▬▬▬▬ ▬▬▬ ▬▬▬▬ ▬▬ ▬▬▬ ▬▬▬▬▬ ▬▬ ▬▬▬ ▬▬▬▬ ▬▬▬ ▬▬ ▬▬▬▬▬ ▬▬ ▬▬▬ ▬▬▬▬ ▬▬▬ ▬▬ ▬▬▬▬ ▬▬ ▬▬▬ ▬▬▬▬▬ ▬▬ ▬▬▬ ▬▬▬▬ ▬▬▬ ▬▬ ▬▬▬▬▬ ▬▬▬ ▬▬ ▬▬▬▬ ▬▬▬ ▬▬▬▬ ▬▬ ▬▬▬ ▬▬▬▬▬ ▬▬ ▬▬▬ ▬▬▬▬ ▬▬▬ ▬▬ ▬▬▬▬▬ ▬▬ ▬▬▬ ▬▬▬▬ ▬▬▬ ▬▬ ▬▬▬▬ ▬▬ ▬▬▬ ▬▬▬▬▬ ▬▬ ▬▬▬ ▬▬▬▬ ▬▬▬ ▬▬ ▬▬▬▬▬ ▬▬▬ ▬▬ ▬▬▬▬ ▬▬▬ ▬▬▬▬ ▬▬ ▬▬▬ ▬▬▬▬▬ ▬▬ ▬▬▬ ▬▬▬▬ ▬▬▬ ▬▬ ▬▬▬▬▬ ▬▬ ▬▬▬ ▬▬▬▬ ▬▬▬ ▬▬ ▬▬▬▬ ▬▬ ▬▬▬ ▬▬▬▬▬ ▬▬ ▬▬▬ ▬▬▬▬ ▬▬▬ ▬▬ ▬▬▬▬▬ ▬▬▬ ▬▬ ▬▬▬▬ ▬▬▬ ▬▬▬▬ ▬▬ ▬▬▬ ▬▬▬▬▬ ▬▬ ▬▬▬ ▬▬▬▬ ▬▬▬ ▬▬ ▬▬▬▬▬ ▬▬ ▬▬▬ ▬▬▬▬ ▬▬▬ ▬▬ ▬▬▬▬ ▬▬ ▬▬▬ ▬▬▬▬▬ ▬▬ ▬▬▬ ▬▬▬▬ ▬▬▬ ▬▬ ▬▬▬▬▬ ▬▬▬ ▬▬ ▬▬▬▬ ▬▬▬ ▬▬▬▬	[43, 817, 143, 979]
lead-photo	[165, 117, 413, 242]
page-number: Page : 3	[613, 23, 664, 37]
swamiji-photo	[369, 601, 565, 703]
manjunath-byline: ಬಿಜಯಲು ಸಿಂಹ ಪ್ರಾಥಮಿಕ ಬಯಲು ಸಿಂಹ ವಾರ್ತೆ	[43, 387, 86, 398]
koregaon-headline-1: ಪ್ರಗತಿಪರ ದಲಿತ ಸಂಘಟನೆಗಳ ಒಕ್ಕೂಟದಿಂದ ಹೊಸಕೋಟೆಯಲ್ಲಿ	[43, 639, 246, 650]
newspaper-title: ಬಯಲು ಸಿಂಹ	[274, 20, 424, 41]
